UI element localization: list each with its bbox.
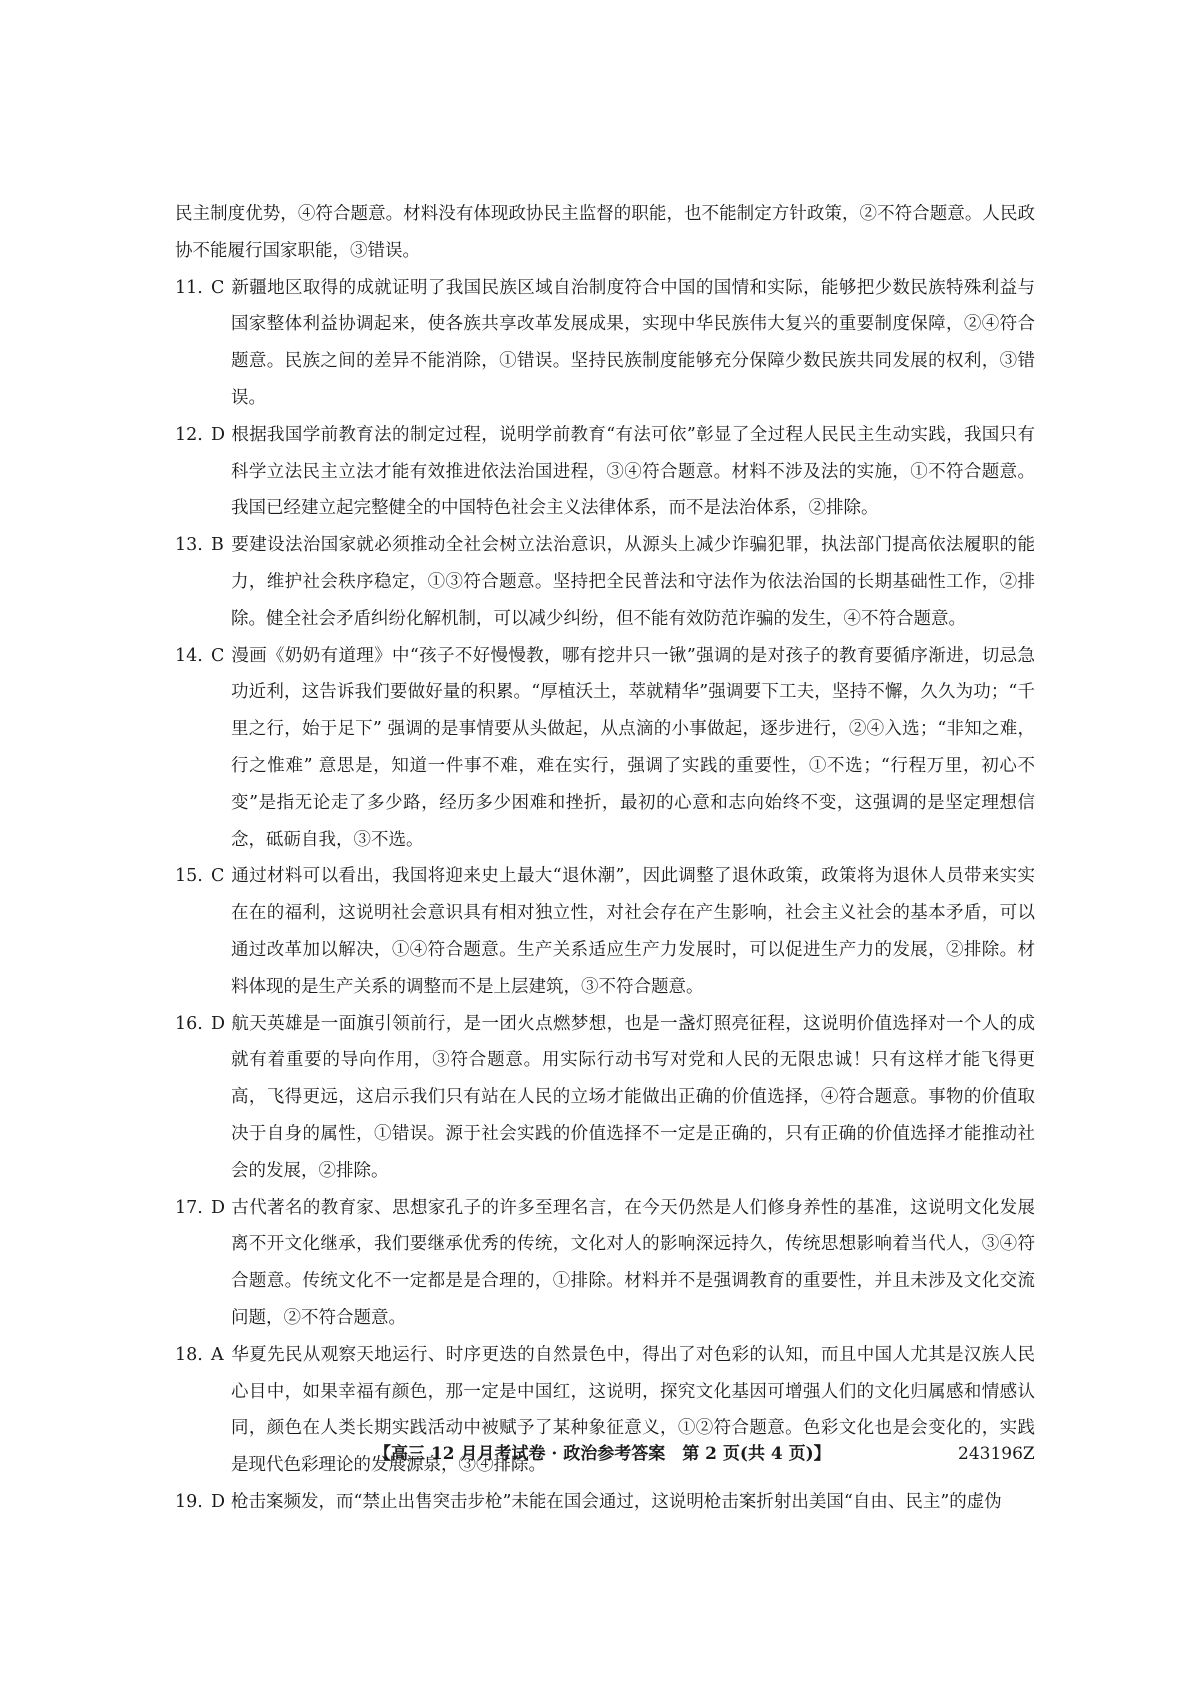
continuation-paragraph: 民主制度优势，④符合题意。材料没有体现政协民主监督的职能，也不能制定方针政策，②不符合题意。人民政协不能履行国家职能，③错误。 [175, 204, 1035, 261]
answer-item [175, 638, 1035, 859]
answer-item [175, 1484, 1035, 1521]
answer-letter: C [211, 645, 225, 666]
answer-number: 14. [175, 645, 203, 666]
answer-content [175, 196, 1035, 1521]
answer-letter: C [211, 866, 225, 887]
answer-explanation: 通过材料可以看出，我国将迎来史上最大“退休潮”，因此调整了退休政策，政策将为退休人员带来实实在在的福利，这说明社会意识具有相对独立性，对社会存在产生影响，社会主义社会的基本矛盾，可以通过改革加以解决，①④符合题意。生产关系适应生产力发展时，可以促进生产力的发展，②排除。材料体现的是生产关系的调整而不是上层建筑，③不符合题意。 [231, 866, 1035, 997]
answer-explanation: 要建设法治国家就必须推动全社会树立法治意识，从源头上减少诈骗犯罪，执法部门提高依法履职的能力，维护社会秩序稳定，①③符合题意。坚持把全民普法和守法作为依法治国的长期基础性工作，②排除。健全社会矛盾纠纷化解机制，可以减少纠纷，但不能有效防范诈骗的发生，④不符合题意。 [231, 535, 1035, 629]
answer-letter: A [211, 1344, 224, 1365]
footer-title: 【高三 12 月月考试卷 · 政治参考答案 第 2 页(共 4 页)】 [374, 1444, 831, 1464]
answer-item [175, 527, 1035, 637]
answer-letter: D [211, 1491, 226, 1512]
answer-explanation: 漫画《奶奶有道理》中“孩子不好慢慢教，哪有挖井只一锹”强调的是对孩子的教育要循序渐进，切忌急功近利，这告诉我们要做好量的积累。“厚植沃土，萃就精华”强调要下工夫，坚持不懈，久久为功；“千里之行，始于足下” 强调的是事情要从头做起，从点滴的小事做起，逐步进行，②④入选；“非知之难，行之惟难” 意思是，知道一件事不难，难在实行，强调了实践的重要性，①不选；“行程万里，初心不变”是指无论走了多少路，经历多少困难和挫折，最初的心意和志向始终不变，这强调的是坚定理想信念，砥砺自我，③不选。 [231, 645, 1035, 850]
answer-explanation: 航天英雄是一面旗引领前行，是一团火点燃梦想，也是一盏灯照亮征程，这说明价值选择对一个人的成就有着重要的导向作用，③符合题意。用实际行动书写对党和人民的无限忠诚！只有这样才能飞得更高，飞得更远，这启示我们只有站在人民的立场才能做出正确的价值选择，④符合题意。事物的价值取决于自身的属性，①错误。源于社会实践的价值选择不一定是正确的，只有正确的价值选择才能推动社会的发展，②排除。 [231, 1013, 1035, 1181]
answer-item [175, 1006, 1035, 1190]
footer-code: 243196Z [958, 1444, 1035, 1464]
answer-number: 15. [175, 866, 203, 887]
answer-item [175, 270, 1035, 417]
answer-explanation: 华夏先民从观察天地运行、时序更迭的自然景色中，得出了对色彩的认知，而且中国人尤其是汉族人民心目中，如果幸福有颜色，那一定是中国红，这说明，探究文化基因可增强人们的文化归属感和情感认同，颜色在人类长期实践活动中被赋予了某种象征意义，①②符合题意。色彩文化也是会变化的，实践是现代色彩理论的发展源泉，③④排除。 [231, 1344, 1035, 1476]
answer-number: 19. [175, 1491, 203, 1512]
answer-item [175, 1190, 1035, 1337]
answer-explanation: 根据我国学前教育法的制定过程，说明学前教育“有法可依”彰显了全过程人民民主生动实践，我国只有科学立法民主立法才能有效推进依法治国进程，③④符合题意。材料不涉及法的实施，①不符合题意。我国已经建立起完整健全的中国特色社会主义法律体系，而不是法治体系，②排除。 [231, 424, 1035, 519]
answer-number: 18. [175, 1344, 203, 1365]
answer-explanation: 古代著名的教育家、思想家孔子的许多至理名言，在今天仍然是人们修身养性的基准，这说明文化发展离不开文化继承，我们要继承优秀的传统，文化对人的影响深远持久，传统思想影响着当代人，③④符合题意。传统文化不一定都是是合理的，①排除。材料并不是强调教育的重要性，并且未涉及文化交流问题，②不符合题意。 [231, 1197, 1035, 1328]
answer-number: 12. [175, 424, 203, 445]
answer-letter: B [211, 535, 224, 556]
answer-explanation: 枪击案频发，而“禁止出售突击步枪”未能在国会通过，这说明枪击案折射出美国“自由、民主”的虚伪 [231, 1491, 1002, 1512]
answer-explanation: 新疆地区取得的成就证明了我国民族区域自治制度符合中国的国情和实际，能够把少数民族特殊利益与国家整体利益协调起来，使各族共享改革发展成果，实现中华民族伟大复兴的重要制度保障，②④符合题意。民族之间的差异不能消除，①错误。坚持民族制度能够充分保障少数民族共同发展的权利，③错误。 [231, 277, 1035, 408]
answer-item [175, 858, 1035, 1005]
answer-letter: D [211, 1013, 226, 1034]
answer-number: 13. [175, 535, 203, 556]
answer-letter: D [211, 424, 226, 445]
answer-letter: D [211, 1197, 226, 1218]
answer-number: 11. [175, 277, 203, 298]
answer-number: 16. [175, 1013, 203, 1034]
answer-list [175, 270, 1035, 1521]
answer-item [175, 417, 1035, 527]
answer-letter: C [211, 277, 225, 298]
answer-number: 17. [175, 1197, 203, 1218]
